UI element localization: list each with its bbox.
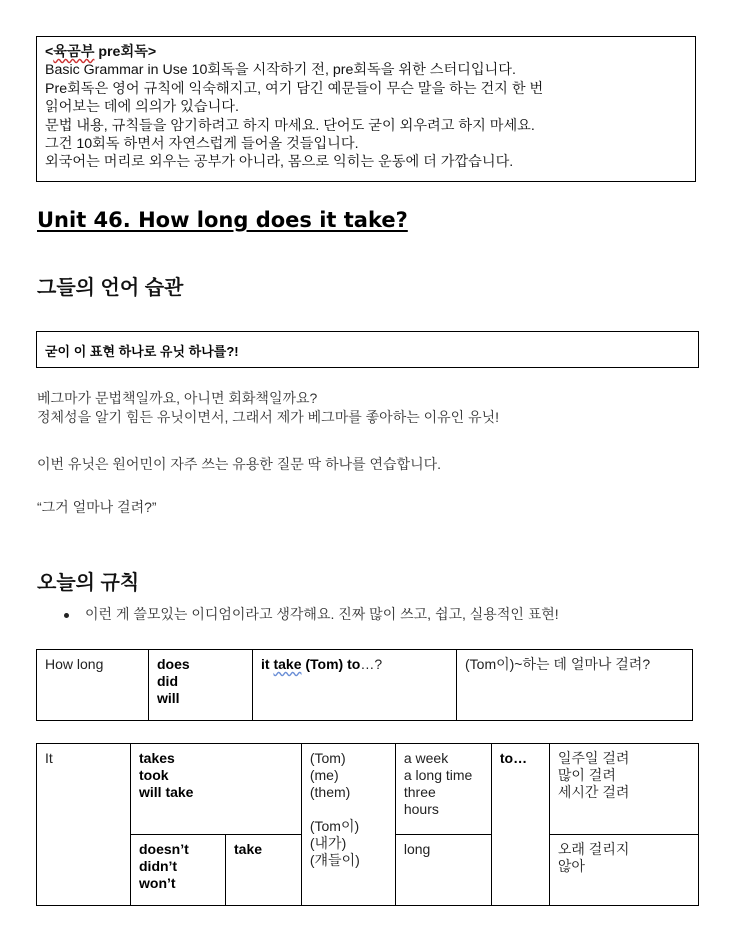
duration: three: [403, 784, 436, 800]
verb: took: [139, 767, 169, 783]
intro-box: [36, 36, 696, 182]
cell-duration-negative: long: [395, 835, 491, 906]
highlight-box: [36, 331, 699, 368]
cell-verbs-negative: [131, 835, 226, 906]
intro-line: 읽어보는 데에 의의가 있습니다.: [45, 99, 239, 116]
meaning: 세시간 걸려: [557, 784, 630, 800]
cell-meaning-negative: [549, 835, 698, 906]
cell-aux-verbs: [149, 650, 253, 721]
verb: will take: [139, 784, 194, 800]
question-pattern-table: [36, 649, 693, 721]
meaning: 일주일 걸려: [557, 750, 630, 766]
paragraph-intro: [37, 389, 499, 427]
cell-it-take: [253, 650, 457, 721]
intro-line: Basic Grammar in Use 10회독을 시작하기 전, pre회독을 위한 스터디입니다.: [45, 62, 516, 79]
paragraph-line: 베그마가 문법책일까요, 아니면 회화책일까요?: [37, 390, 318, 406]
aux-verb: did: [157, 673, 178, 689]
cell-meaning: (Tom이)~하는 데 얼마나 걸려?: [457, 650, 693, 721]
statement-pattern-table: [36, 743, 699, 906]
aux-verb: does: [157, 656, 190, 672]
paragraph-line: 정체성을 알기 힘든 유닛이면서, 그래서 제가 베그마를 좋아하는 이유인 유닛!: [37, 409, 500, 425]
tom-to-text: (Tom) to: [301, 656, 361, 672]
object: (Tom): [309, 750, 346, 766]
duration: a long time: [403, 767, 473, 783]
object-ko: (Tom이): [309, 818, 360, 834]
cell-subject: It: [37, 744, 131, 906]
cell-how-long: How long: [37, 650, 149, 721]
object: (me): [309, 767, 339, 783]
cell-durations: [395, 744, 491, 835]
intro-title-prefix: <: [45, 44, 54, 60]
paragraph-quote: “그거 얼마나 걸려?”: [37, 499, 157, 515]
verb-neg: won’t: [139, 875, 176, 891]
intro-line: Pre회독은 영어 규칙에 익숙해지고, 여기 담긴 예문들이 무슨 말을 하는 건지 한 번: [45, 80, 544, 97]
highlight-text: 굳이 이 표현 하나로 유닛 하나를?!: [45, 344, 239, 359]
verb-neg: didn’t: [139, 858, 178, 874]
section-heading-rules: 오늘의 규칙: [37, 572, 140, 594]
duration: hours: [403, 801, 439, 817]
ellipsis-text: …?: [360, 656, 383, 672]
intro-title-rest: pre회독>: [94, 44, 157, 60]
intro-line: 외국어는 머리로 외우는 공부가 아니라, 몸으로 익히는 운동에 더 가깝습니다.: [45, 154, 514, 171]
verb-neg: doesn’t: [139, 841, 189, 857]
meaning-neg: 오래 걸리지: [557, 841, 630, 857]
paragraph-unit-goal: 이번 유닛은 원어민이 자주 쓰는 유용한 질문 딱 하나를 연습합니다.: [37, 456, 442, 472]
intro-title-squiggle: 육곰부: [53, 44, 95, 60]
bullet-item: [64, 604, 559, 624]
aux-verb: will: [157, 690, 180, 706]
cell-verbs-positive: [131, 744, 302, 835]
meaning-neg: 않아: [557, 858, 585, 874]
cell-to: to…: [491, 744, 549, 906]
intro-line: 그건 10회독 하면서 자연스럽게 들어올 것들입니다.: [45, 136, 359, 153]
cell-take: take: [226, 835, 302, 906]
take-text: take: [273, 656, 302, 672]
cell-meaning-positive: [549, 744, 698, 835]
object: (them): [309, 784, 351, 800]
it-text: it: [261, 656, 274, 672]
verb: takes: [139, 750, 175, 766]
intro-title: [45, 43, 687, 61]
bullet-text: 이런 게 쓸모있는 이디엄이라고 생각해요. 진짜 많이 쓰고, 쉽고, 실용적인 표현!: [85, 606, 559, 622]
object-ko: (걔들이): [309, 852, 360, 868]
bullet-dot-icon: [64, 613, 69, 618]
cell-objects: [301, 744, 395, 906]
object-ko: (내가): [309, 835, 347, 851]
meaning: 많이 걸려: [557, 767, 616, 783]
section-heading-habits: 그들의 언어 습관: [37, 277, 184, 299]
unit-title: Unit 46. How long does it take?: [37, 208, 408, 232]
duration: a week: [403, 750, 449, 766]
intro-line: 문법 내용, 규칙들을 암기하려고 하지 마세요. 단어도 굳이 외우려고 하지 마세요.: [45, 117, 535, 134]
